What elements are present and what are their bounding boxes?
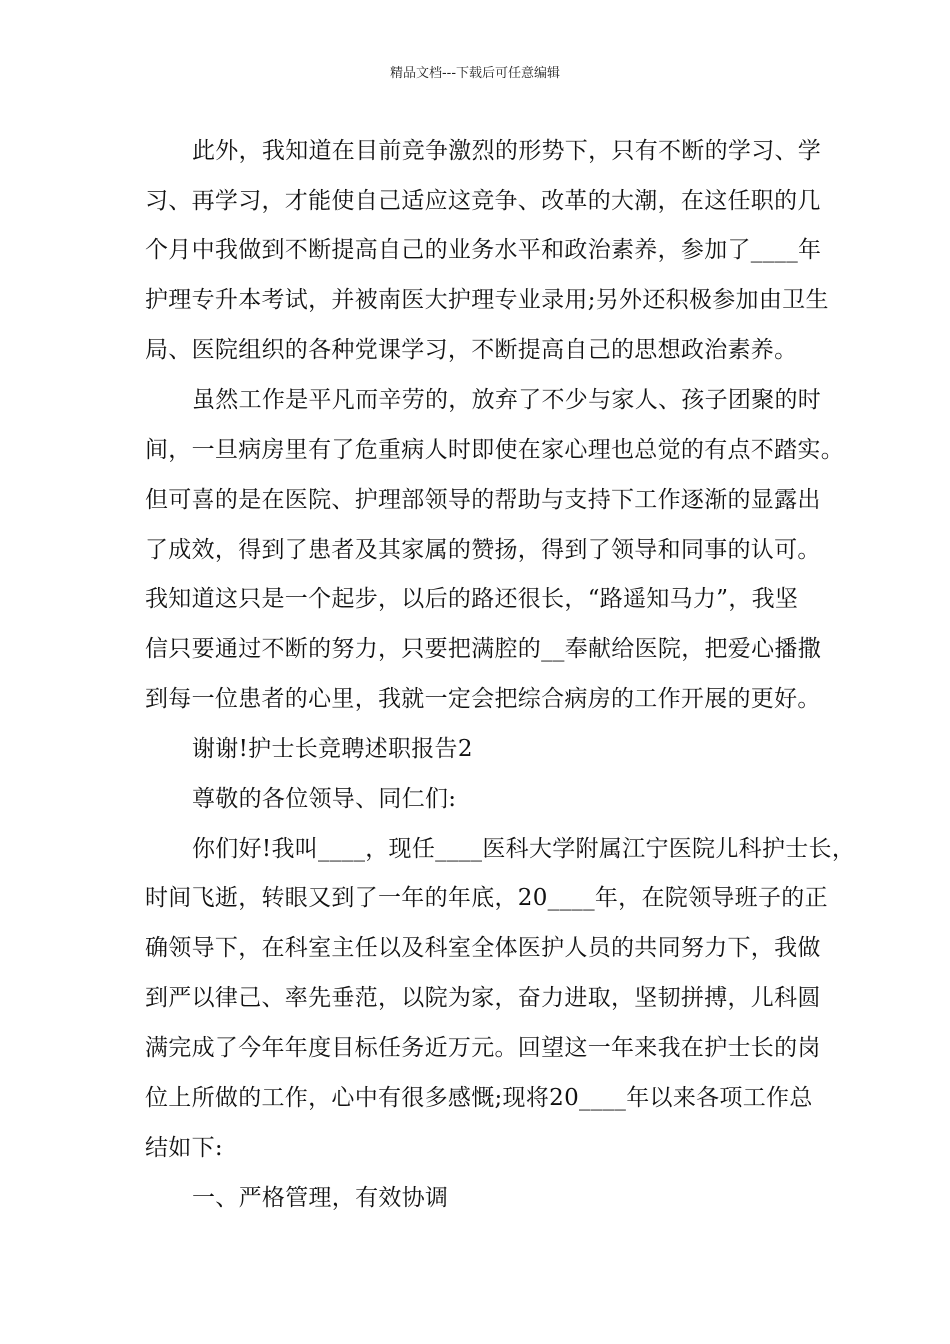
text-line: 间，一旦病房里有了危重病人时即使在家心理也总觉的有点不踏实。	[145, 437, 844, 463]
text-line: 此外，我知道在目前竞争激烈的形势下，只有不断的学习、学	[192, 138, 822, 164]
text-line: 习、再学习，才能使自己适应这竞争、改革的大潮，在这任职的几	[145, 188, 821, 214]
text-line: 位上所做的工作，心中有很多感慨;现将20____年以来各项工作总	[145, 1085, 813, 1111]
text-line: 到每一位患者的心里，我就一定会把综合病房的工作开展的更好。	[145, 686, 821, 712]
text-line: 我知道这只是一个起步，以后的路还很长，“路遥知马力”，我坚	[145, 586, 799, 612]
text-line: 时间飞逝，转眼又到了一年的年底，20____年，在院领导班子的正	[145, 885, 828, 911]
text-line: 但可喜的是在医院、护理部领导的帮助与支持下工作逐渐的显露出	[145, 487, 821, 513]
text-line: 护理专升本考试，并被南医大护理专业录用;另外还积极参加由卫生	[145, 287, 829, 313]
text-line: 确领导下，在科室主任以及科室全体医护人员的共同努力下，我做	[145, 935, 821, 961]
salutation: 尊敬的各位领导、同仁们:	[192, 786, 457, 812]
text-line: 满完成了今年年度目标任务近万元。回望这一年来我在护士长的岗	[145, 1035, 821, 1061]
section-heading: 一、严格管理，有效协调	[192, 1185, 449, 1211]
text-line: 虽然工作是平凡而辛劳的，放弃了不少与家人、孩子团聚的时	[192, 387, 822, 413]
text-line: 你们好!我叫____，现任____医科大学附属江宁医院儿科护士长，	[192, 836, 856, 862]
text-line: 局、医院组织的各种党课学习，不断提高自己的思想政治素养。	[145, 337, 798, 363]
text-line: 了成效，得到了患者及其家属的赞扬，得到了领导和同事的认可。	[145, 537, 821, 563]
section-title: 谢谢!护士长竞聘述职报告2	[192, 736, 473, 762]
text-line: 到严以律己、率先垂范，以院为家，奋力进取，坚韧拼搏，儿科圆	[145, 985, 821, 1011]
page-header: 精品文档---下载后可任意编辑	[389, 66, 561, 81]
text-line: 信只要通过不断的努力，只要把满腔的__奉献给医院，把爱心播撒	[145, 636, 821, 662]
text-line: 结如下:	[145, 1135, 223, 1161]
text-line: 个月中我做到不断提高自己的业务水平和政治素养，参加了____年	[145, 237, 822, 263]
